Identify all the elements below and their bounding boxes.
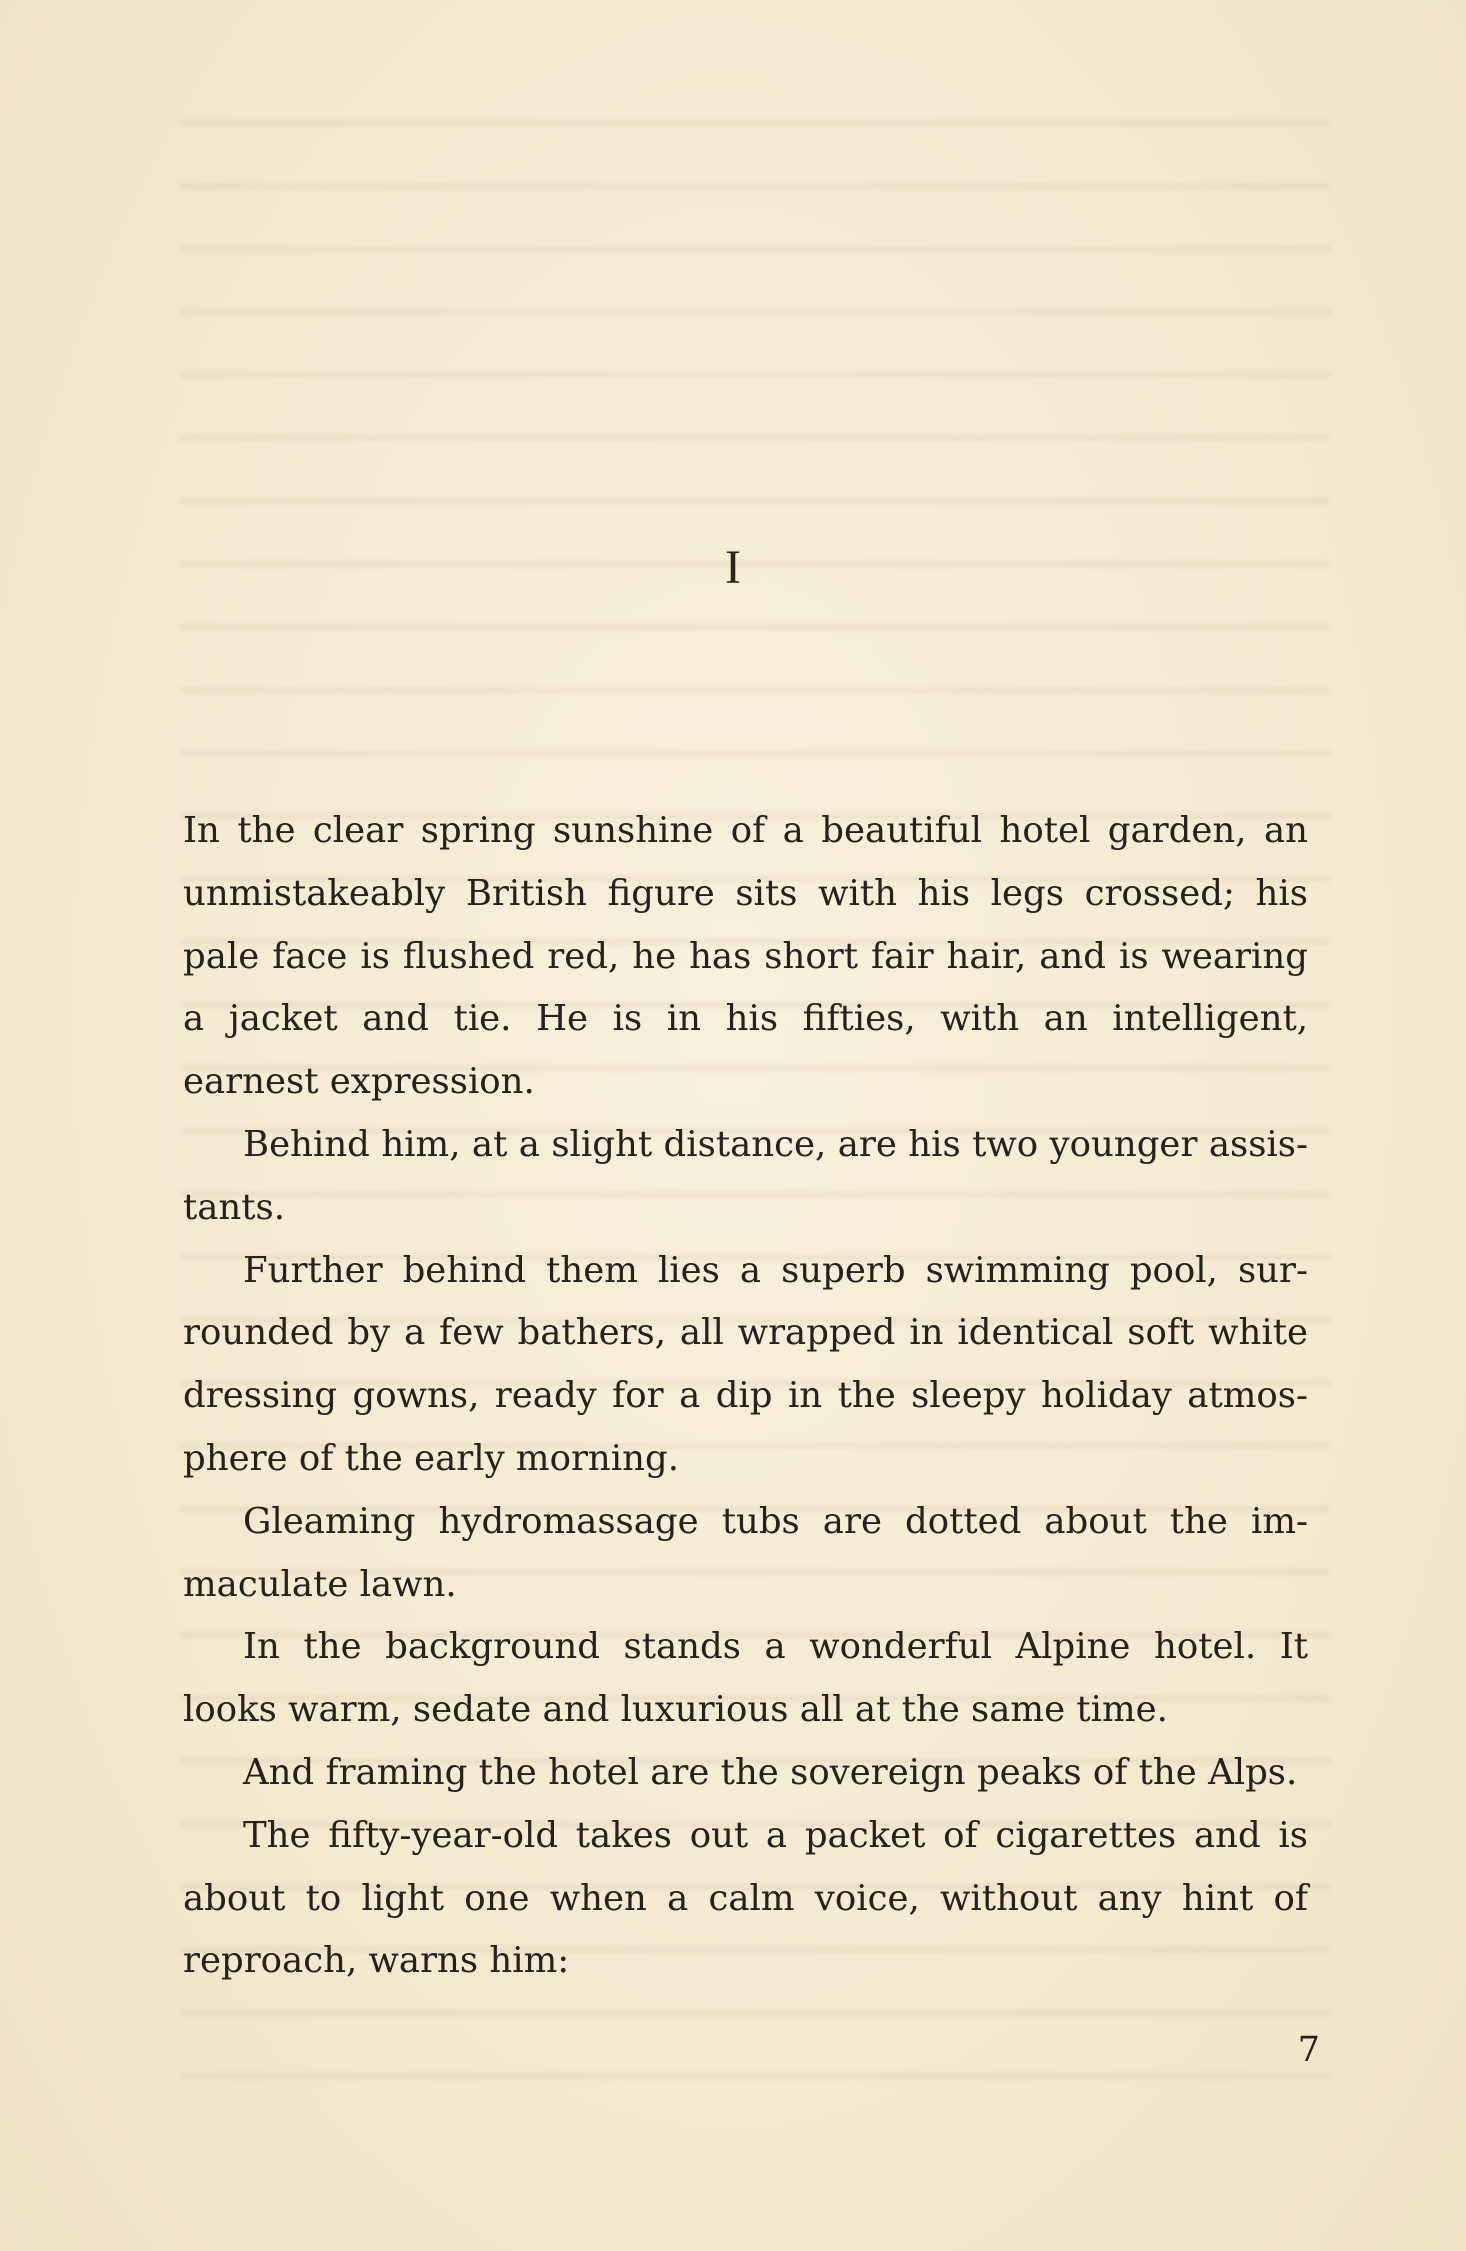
paragraph: The fifty-year-old takes out a packet of cigarettes and is about to light one when a calm voice, without any hint of reproach, warns him: xyxy=(183,1814,1308,1982)
paragraph: And framing the hotel are the sovereign peaks of the Alps. xyxy=(243,1751,1298,1793)
paragraph: Behind him, at a slight distance, are his two younger assistants. xyxy=(183,1123,1308,1228)
paragraph: In the background stands a wonderful Alpine hotel. It looks warm, sedate and luxurious all at the same time. xyxy=(183,1626,1308,1731)
paragraph: In the clear spring sunshine of a beautiful hotel garden, an unmistakeably British figure sits with his legs crossed; his pale face is flushed red, he has short fair hair, and is wearing a jacket and tie. He is in his fifties, with an intelligent, earnest expression. xyxy=(183,810,1308,1103)
chapter-body xyxy=(183,800,1308,1993)
chapter-number: I xyxy=(725,541,741,594)
page-number: 7 xyxy=(1297,2030,1320,2070)
paragraph: Gleaming hydromassage tubs are dotted about the immaculate lawn. xyxy=(183,1500,1308,1605)
paragraph: Further behind them lies a superb swimming pool, surrounded by a few bathers, all wrapped in identical soft white dressing gowns, ready for a dip in the sleepy holiday atmosphere of the early morning. xyxy=(183,1249,1308,1479)
